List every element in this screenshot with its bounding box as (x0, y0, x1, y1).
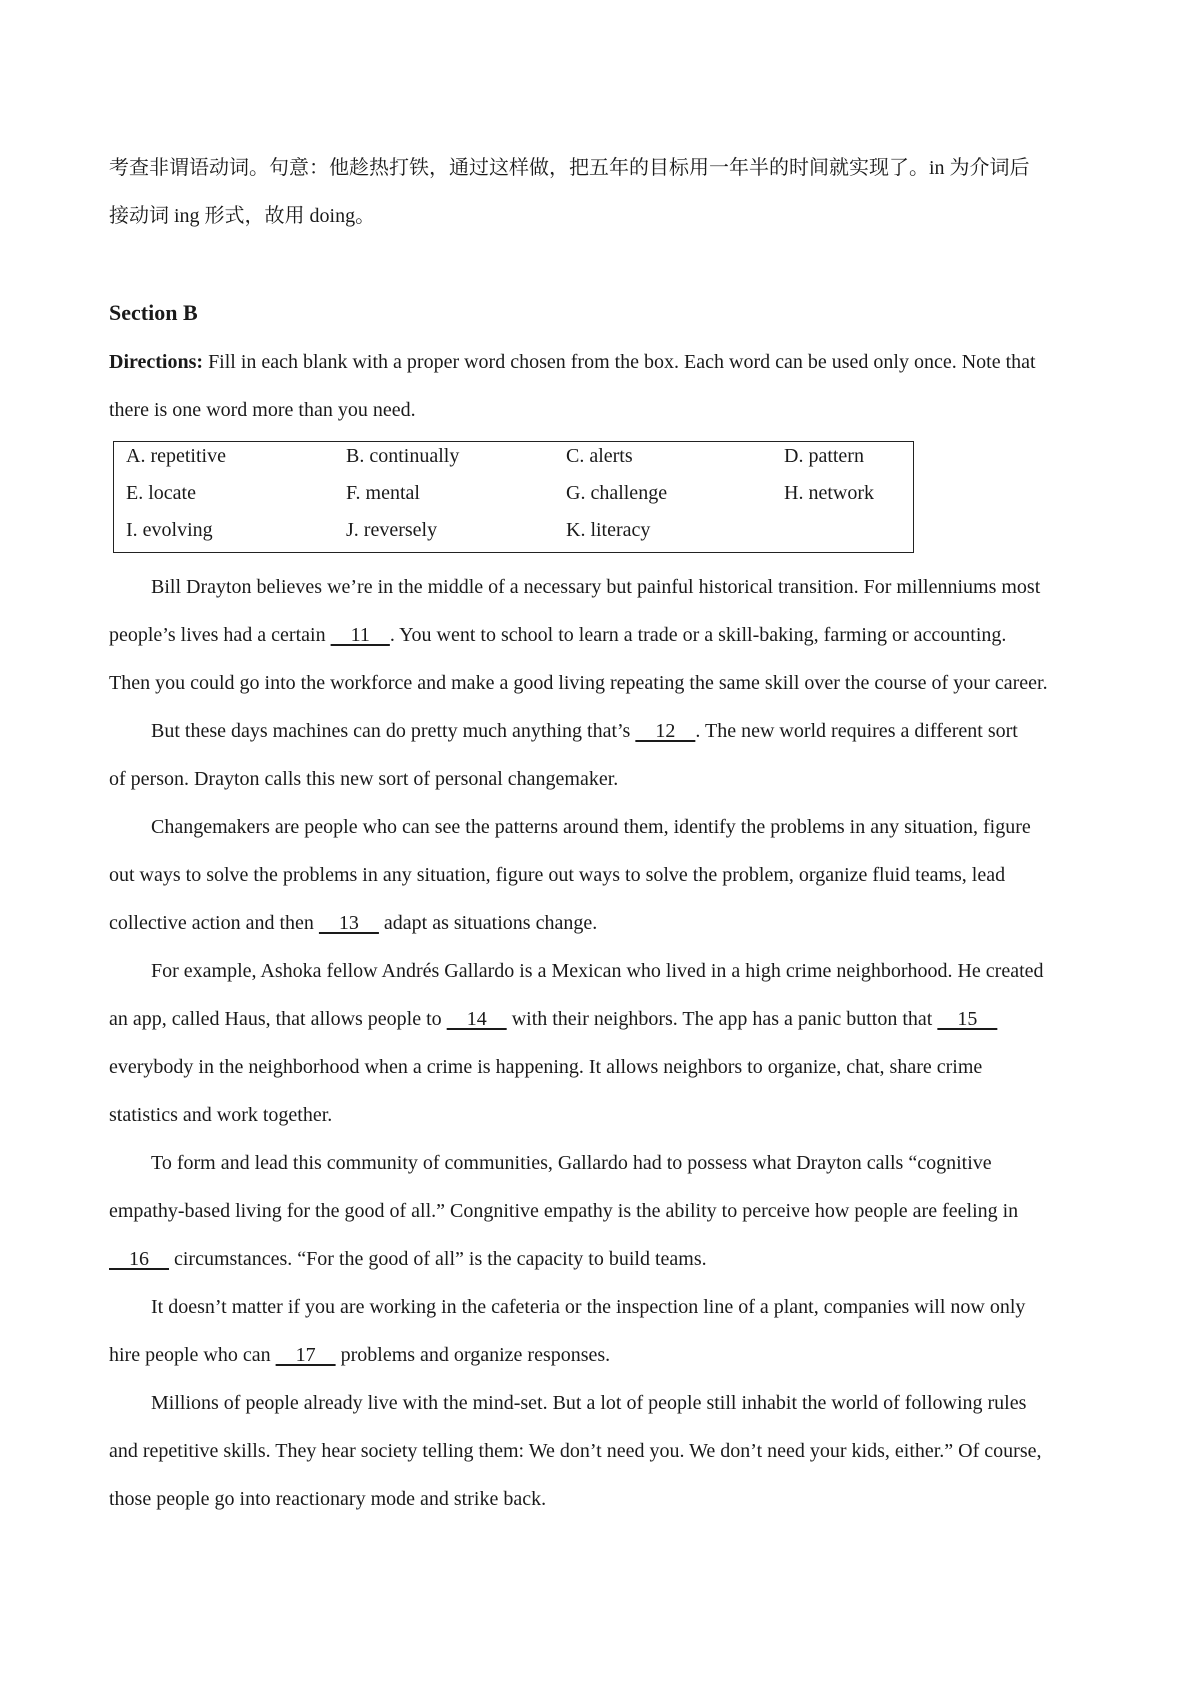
word-option: D. pattern (784, 445, 864, 467)
passage-line: an app, called Haus, that allows people to 14 with their neighbors. The app has a panic button that 15 (109, 1008, 998, 1030)
passage-line: empathy-based living for the good of all.” Congnitive empathy is the ability to perceive how people are feeling in (109, 1200, 1019, 1222)
passage-line: To form and lead this community of communities, Gallardo had to possess what Drayton calls “cognitive (151, 1152, 992, 1174)
word-option: J. reversely (346, 519, 438, 541)
section-title: Section B (109, 300, 198, 325)
answer-note-line-1: 考查非谓语动词。句意：他趁热打铁，通过这样做，把五年的目标用一年半的时间就实现了。in 为介词后 (109, 157, 1030, 179)
passage-line: and repetitive skills. They hear society telling them: We don’t need you. We don’t need your kids, either.” Of course, (109, 1440, 1042, 1462)
passage-line: those people go into reactionary mode and strike back. (109, 1488, 547, 1510)
blank-14[interactable]: 14 (446, 1008, 507, 1030)
blank-11[interactable]: 11 (330, 624, 390, 646)
passage-line: Changemakers are people who can see the patterns around them, identify the problems in any situation, figure (151, 816, 1031, 838)
word-option: H. network (784, 482, 874, 504)
passage-line: But these days machines can do pretty much anything that’s 12 . The new world requires a different sort (151, 720, 1018, 742)
passage-line: Millions of people already live with the mind-set. But a lot of people still inhabit the world of following rules (151, 1392, 1027, 1414)
directions-line-2: there is one word more than you need. (109, 399, 416, 421)
word-option: C. alerts (566, 445, 633, 467)
passage-line: people’s lives had a certain 11 . You went to school to learn a trade or a skill-baking, farming or accounting. (109, 624, 1007, 646)
passage-line: hire people who can 17 problems and organize responses. (109, 1344, 611, 1366)
word-option: I. evolving (126, 519, 213, 541)
blank-12[interactable]: 12 (635, 720, 696, 742)
directions-text: Fill in each blank with a proper word chosen from the box. Each word can be used only once. Note that (203, 351, 1036, 373)
passage-line: It doesn’t matter if you are working in the cafeteria or the inspection line of a plant, companies will now only (151, 1296, 1026, 1318)
word-option: G. challenge (566, 482, 668, 504)
word-option: A. repetitive (126, 445, 226, 467)
answer-note-line-2: 接动词 ing 形式，故用 doing。 (109, 205, 376, 227)
passage-line: For example, Ashoka fellow Andrés Gallardo is a Mexican who lived in a high crime neighborhood. He created (151, 960, 1044, 982)
passage-line: of person. Drayton calls this new sort of personal changemaker. (109, 768, 619, 790)
blank-15[interactable]: 15 (937, 1008, 998, 1030)
passage-line: statistics and work together. (109, 1104, 333, 1126)
directions-line-1 (109, 350, 1036, 374)
word-box (113, 441, 914, 553)
passage-line: out ways to solve the problems in any situation, figure out ways to solve the problem, organize fluid teams, lead (109, 864, 1006, 886)
word-option: B. continually (346, 445, 460, 467)
passage-line: 16 circumstances. “For the good of all” is the capacity to build teams. (109, 1248, 707, 1270)
blank-17[interactable]: 17 (275, 1344, 336, 1366)
passage-line: Then you could go into the workforce and make a good living repeating the same skill over the course of your career. (109, 672, 1048, 694)
blank-16[interactable]: 16 (109, 1248, 169, 1270)
blank-13[interactable]: 13 (318, 912, 379, 934)
passage-line: everybody in the neighborhood when a crime is happening. It allows neighbors to organize, chat, share crime (109, 1056, 983, 1078)
word-option: F. mental (346, 482, 420, 504)
directions-label: Directions: (109, 351, 204, 373)
word-option: K. literacy (566, 519, 651, 541)
word-option: E. locate (126, 482, 196, 504)
passage-line: collective action and then 13 adapt as situations change. (109, 912, 598, 934)
passage-line: Bill Drayton believes we’re in the middle of a necessary but painful historical transition. For millenniums most (151, 576, 1041, 598)
